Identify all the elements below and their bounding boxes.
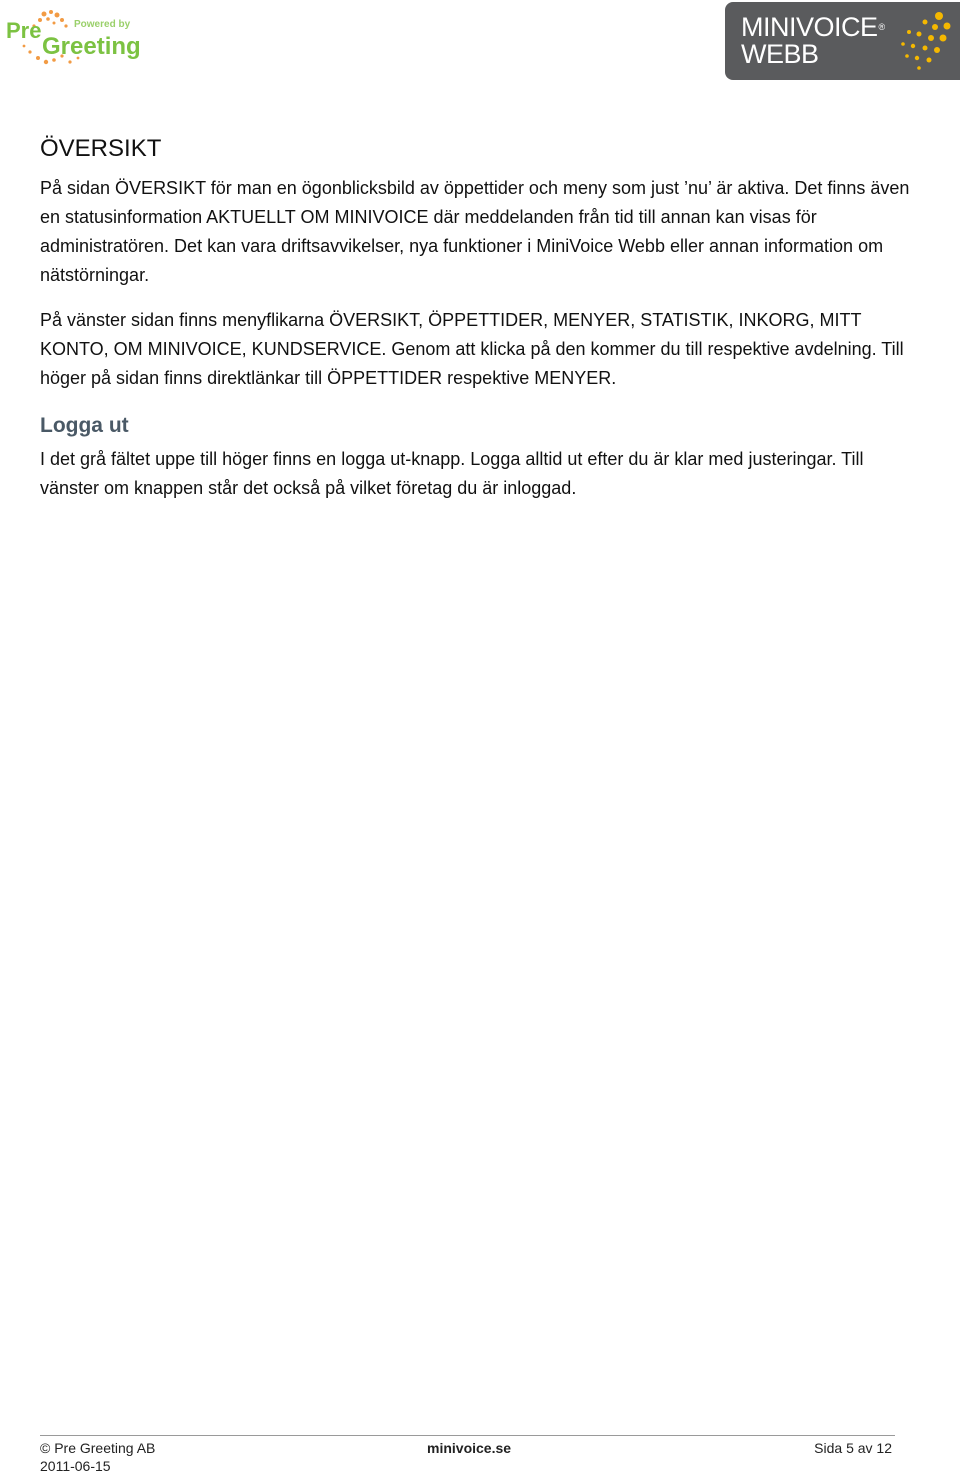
footer-left	[40, 1439, 155, 1475]
dots-pattern-icon	[895, 10, 955, 72]
footer-divider	[40, 1435, 895, 1436]
footer-site: minivoice.se	[427, 1440, 512, 1456]
logo-word-greeting: Greeting	[42, 33, 141, 60]
section-heading-logga-ut: Logga ut	[40, 414, 129, 437]
paragraph-oversikt-menu: På vänster sidan finns menyflikarna ÖVERSIKT, ÖPPETTIDER, MENYER, STATISTIK, INKORG, MITT KONTO, OM MINIVOICE, KUNDSERVICE. Genom att klicka på den kommer du till respektive avdelning. Till höger på sidan finns direktlänkar till ÖPPETTIDER respektive MENYER.	[40, 310, 904, 388]
logo-line-webb: WEBB	[741, 39, 819, 69]
section-heading-oversikt: ÖVERSIKT	[40, 135, 162, 162]
registered-mark: ®	[878, 22, 885, 32]
document-body	[40, 130, 910, 519]
paragraph-logga-ut: I det grå fältet uppe till höger finns en logga ut-knapp. Logga alltid ut efter du är klar med justeringar. Till vänster om knappen står det också på vilket företag du är inloggad.	[40, 449, 864, 498]
minivoice-webb-wordmark	[741, 14, 885, 68]
footer-copyright: © Pre Greeting AB	[40, 1440, 156, 1456]
logo-line-minivoice: MINIVOICE	[741, 12, 878, 42]
logo-word-pre: Pre	[6, 18, 42, 43]
pre-greeting-logo-graphic	[4, 6, 154, 68]
pre-greeting-logo	[4, 6, 154, 68]
logo-tagline: Powered by	[74, 19, 131, 30]
footer-page-number: Sida 5 av 12	[814, 1440, 892, 1456]
footer-date: 2011-06-15	[40, 1458, 111, 1474]
paragraph-oversikt-intro: På sidan ÖVERSIKT för man en ögonblicksbild av öppettider och meny som just ’nu’ är aktiva. Det finns även en statusinformation AKTUELLT OM MINIVOICE där meddelanden från tid till annan kan visas för administratören. Det kan vara driftsavvikelser, nya funktioner i MiniVoice Webb eller annan information om nätstörningar.	[40, 178, 910, 285]
minivoice-webb-logo	[725, 2, 960, 80]
